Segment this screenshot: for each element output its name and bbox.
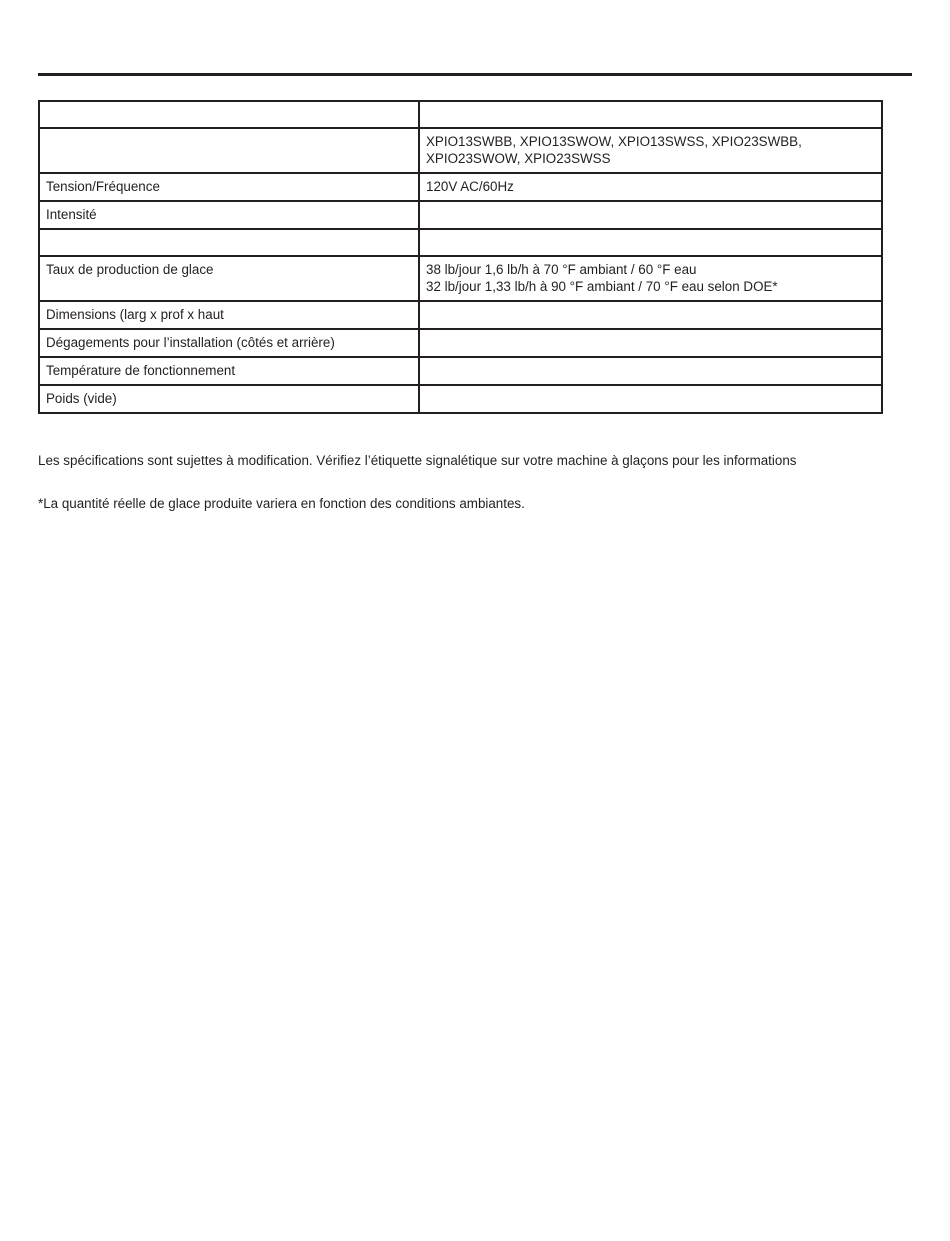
table-row bbox=[39, 329, 882, 357]
spec-label: Taux de production de glace bbox=[39, 256, 419, 301]
table-row bbox=[39, 256, 882, 301]
spec-value bbox=[419, 201, 882, 229]
spec-value bbox=[419, 301, 882, 329]
table-row bbox=[39, 301, 882, 329]
spec-value bbox=[419, 385, 882, 413]
table-row bbox=[39, 229, 882, 256]
spec-label: Dimensions (larg x prof x haut bbox=[39, 301, 419, 329]
table-row bbox=[39, 173, 882, 201]
spec-value-models: XPIO13SWBB, XPIO13SWOW, XPIO13SWSS, XPIO23SWBB, XPIO23SWOW, XPIO23SWSS bbox=[419, 128, 882, 173]
spec-label bbox=[39, 128, 419, 173]
table-row bbox=[39, 357, 882, 385]
spec-label bbox=[39, 101, 419, 128]
table-row bbox=[39, 128, 882, 173]
header-rule bbox=[38, 73, 912, 76]
spec-label bbox=[39, 229, 419, 256]
spec-value bbox=[419, 329, 882, 357]
spec-label: Température de fonctionnement bbox=[39, 357, 419, 385]
specifications-table bbox=[38, 100, 883, 414]
spec-value bbox=[419, 229, 882, 256]
table-row bbox=[39, 101, 882, 128]
spec-label: Dégagements pour l’installation (côtés et arrière) bbox=[39, 329, 419, 357]
spec-value-ice-rate: 38 lb/jour 1,6 lb/h à 70 °F ambiant / 60 °F eau 32 lb/jour 1,33 lb/h à 90 °F ambiant / 70 °F eau selon DOE* bbox=[419, 256, 882, 301]
spec-value bbox=[419, 357, 882, 385]
spec-label: Intensité bbox=[39, 201, 419, 229]
spec-label: Tension/Fréquence bbox=[39, 173, 419, 201]
spec-label: Poids (vide) bbox=[39, 385, 419, 413]
spec-value bbox=[419, 101, 882, 128]
spec-value: 120V AC/60Hz bbox=[419, 173, 882, 201]
table-row bbox=[39, 385, 882, 413]
ice-quantity-footnote: *La quantité réelle de glace produite variera en fonction des conditions ambiantes. bbox=[38, 496, 525, 511]
table-row bbox=[39, 201, 882, 229]
spec-change-note: Les spécifications sont sujettes à modification. Vérifiez l’étiquette signalétique sur votre machine à glaçons pour les informations bbox=[38, 453, 797, 468]
